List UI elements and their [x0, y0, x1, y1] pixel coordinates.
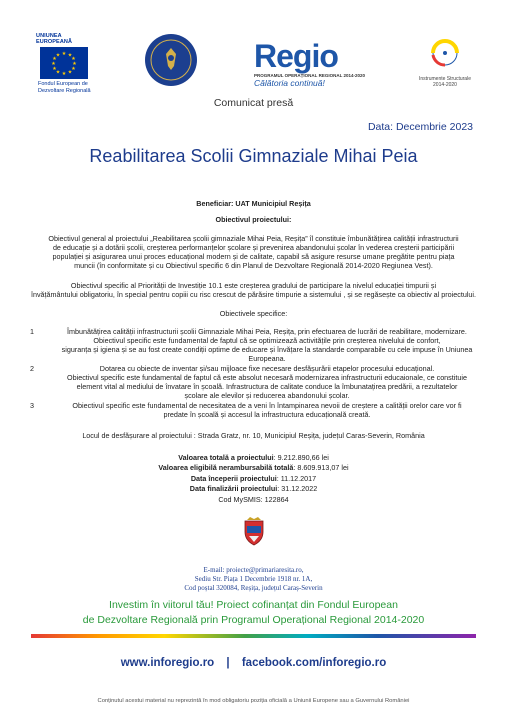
eu-label: UNIUNEA EUROPEANĂ [36, 33, 73, 45]
cod-mysmis: Cod MySMIS: 122864 [218, 494, 289, 504]
figure-start [0, 474, 507, 484]
project-figures [0, 453, 507, 505]
contact-postal: Cod poștal 320084, Reșița, județul Caraș-Severin [184, 584, 323, 592]
svg-text:★: ★ [61, 71, 67, 77]
specific-objective-1 [30, 327, 490, 363]
figure-total [0, 453, 507, 463]
eu-caption-2: Dezvoltare Regională [38, 87, 91, 94]
figure-end [0, 484, 507, 494]
invest-slogan [0, 598, 507, 627]
objective-heading: Obiectivul proiectului: [215, 215, 292, 224]
date-label: Data: Decembrie 2023 [367, 121, 473, 133]
objective-line: element vital al mediului de învatare în școală. Infrastructura de calitate conduce la îmbunatațirea predării, a rezultatelor [76, 382, 458, 391]
regio-wordmark: Regio [254, 38, 338, 74]
specific-objective-2 [30, 364, 490, 400]
objective-number: 1 [30, 327, 34, 336]
regio-logo [254, 40, 365, 88]
eu-caption-1: Fondul European de [38, 81, 88, 87]
footer-links [0, 657, 507, 669]
objective-line: Dotarea cu obiecte de inventar și/sau mijloace fixe necesare desfășurării etapelor procesului educațional. [99, 364, 435, 373]
page-title: Reabilitarea Scolii Gimnaziale Mihai Peia [89, 146, 418, 166]
svg-text:★: ★ [71, 56, 76, 62]
regio-tagline: Călătoria continuă! [254, 78, 325, 88]
specific-heading: Obiectivele specifice: [219, 309, 288, 318]
inforegio-website-link[interactable]: www.inforegio.ro [120, 657, 215, 669]
color-stripe-divider [31, 634, 476, 638]
svg-text:★: ★ [61, 51, 67, 57]
city-coat-of-arms-icon [243, 516, 265, 546]
svg-text:★: ★ [51, 61, 56, 67]
figure-value: : 8.609.913,07 lei [293, 463, 349, 473]
instr-caption-2: 2014-2020 [433, 82, 457, 88]
objective-line: siguranța și igiena și se au fost create condiții optime de educare și învățare la standarde comparabile cu cele impuse în Uniunea [61, 345, 473, 354]
figure-label: Valoarea totală a proiectului [178, 453, 274, 462]
svg-text:★: ★ [67, 52, 73, 59]
objective-line: Europeana. [248, 354, 286, 363]
contact-block [0, 566, 507, 593]
svg-text:★: ★ [55, 52, 61, 59]
inforegio-facebook-link[interactable]: facebook.com/inforegio.ro [241, 657, 387, 669]
svg-text:★: ★ [52, 56, 57, 62]
figure-eligible [0, 463, 507, 473]
invest-line-1: Investim în viitorul tău! Proiect cofinanțat din Fondul European [109, 599, 398, 611]
svg-text:★: ★ [72, 61, 77, 67]
press-release-label: Comunicat presă [213, 97, 294, 109]
general-objective-line: populației și asigurarea unui proces educațional modern și de calitate, capabil să asigure resurse umane pregătite pentru piața [52, 252, 455, 261]
figure-label: Valoarea eligibilă nerambursabilă totală [158, 463, 294, 473]
invest-line-2: de Dezvoltare Regională prin Programul Operațional Regional 2014-2020 [82, 613, 425, 626]
objective-line: școlare ale elevilor și reducerea abandonului școlar. [184, 391, 350, 400]
figure-label: Data începerii proiectului [190, 473, 277, 483]
objective-line: Obiectivul specific este fundamental de necesitatea de a veni în întampinarea nevoii de creștere a calității orelor care vor fi [72, 401, 462, 410]
footer-separator: | [226, 657, 230, 669]
general-objective-line: de educație și a dotării școlii, creșterea performanțelor școlare și prevenirea abandonului școlar în vederea creșterii participării [52, 243, 455, 252]
specific-objective-3 [30, 401, 490, 419]
beneficiary: Beneficiar: UAT Municipiul Reșița [196, 199, 311, 208]
figure-value: : 11.12.2017 [276, 473, 317, 483]
objective-number: 3 [30, 401, 34, 410]
figure-label: Data finalizării proiectului [189, 484, 278, 494]
general-objective-line: muncii (în conformitate și cu Obiectivul specific 6 din Planul de Dezvoltare Regională 2014-2020 Regiunea Vest). [74, 261, 433, 270]
svg-text:★: ★ [52, 66, 57, 72]
figure-value: : 9.212.890,66 lei [273, 453, 329, 462]
disclaimer: Conținutul acestui material nu reprezintă în mod obligatoriu poziția oficială a Uniunii Europene sau a Guvernului României [97, 698, 410, 704]
specific-priority-line: Obiectivul specific al Priorității de Investiție 10.1 este creșterea gradului de participare la nivelul educației timpurii și [70, 281, 437, 290]
contact-email[interactable]: E-mail: proiecte@primariaresita.ro, [203, 566, 304, 574]
objective-line: Obiectivul specific este fundamental de faptul că este absolut necesară modernizarea infrastructurii educaionale, ce constituie [67, 373, 467, 382]
svg-text:★: ★ [71, 66, 76, 72]
svg-text:★: ★ [67, 69, 73, 76]
eu-flag-icon [40, 47, 88, 79]
regio-subtitle: PROGRAMUL OPERAȚIONAL REGIONAL 2014-2020 [254, 73, 366, 78]
specific-priority [14, 281, 493, 299]
instrumente-structurale-logo [410, 33, 480, 88]
contact-address: Sediu Str. Piața 1 Decembrie 1918 nr. 1A, [194, 575, 313, 583]
objective-line: predate în școală și accesul la infrastructura educațională creată. [163, 410, 371, 419]
instr-caption-1: Instrumente Structurale [419, 76, 471, 82]
objective-line: Obiectivul specific este fundamental de faptul că se optimizează activitățile prin creșterea nivelului de confort, [93, 336, 441, 345]
general-objective [20, 234, 487, 270]
project-location: Locul de desfășurare al proiectului : Strada Gratz, nr. 10, Municipiul Reșița, județul Caras-Severin, România [82, 431, 425, 440]
objective-number: 2 [30, 364, 34, 373]
government-seal-icon [145, 34, 197, 86]
general-objective-line: Obiectivul general al proiectului „Reabilitarea școlii gimnaziale Mihai Peia, Reșița” îl constituie îmbunătățirea calității infrastructurii [48, 234, 459, 243]
eu-logo [36, 33, 96, 94]
svg-text:★: ★ [55, 69, 61, 76]
objective-line: Îmbunătățirea calității infrastructurii școlii Gimnaziale Mihai Peia, Reșița, prin efectuarea de lucrări de reabilitare, modernizare. [67, 327, 467, 336]
specific-priority-line: învățământului obligatoriu, în special pentru copiii cu risc crescut de părăsire timpurie a sistemului , și se regăsește ca obiectiv al proiectului. [30, 290, 477, 299]
figure-value: : 31.12.2022 [277, 484, 318, 494]
instrumente-structurale-icon [410, 33, 480, 71]
